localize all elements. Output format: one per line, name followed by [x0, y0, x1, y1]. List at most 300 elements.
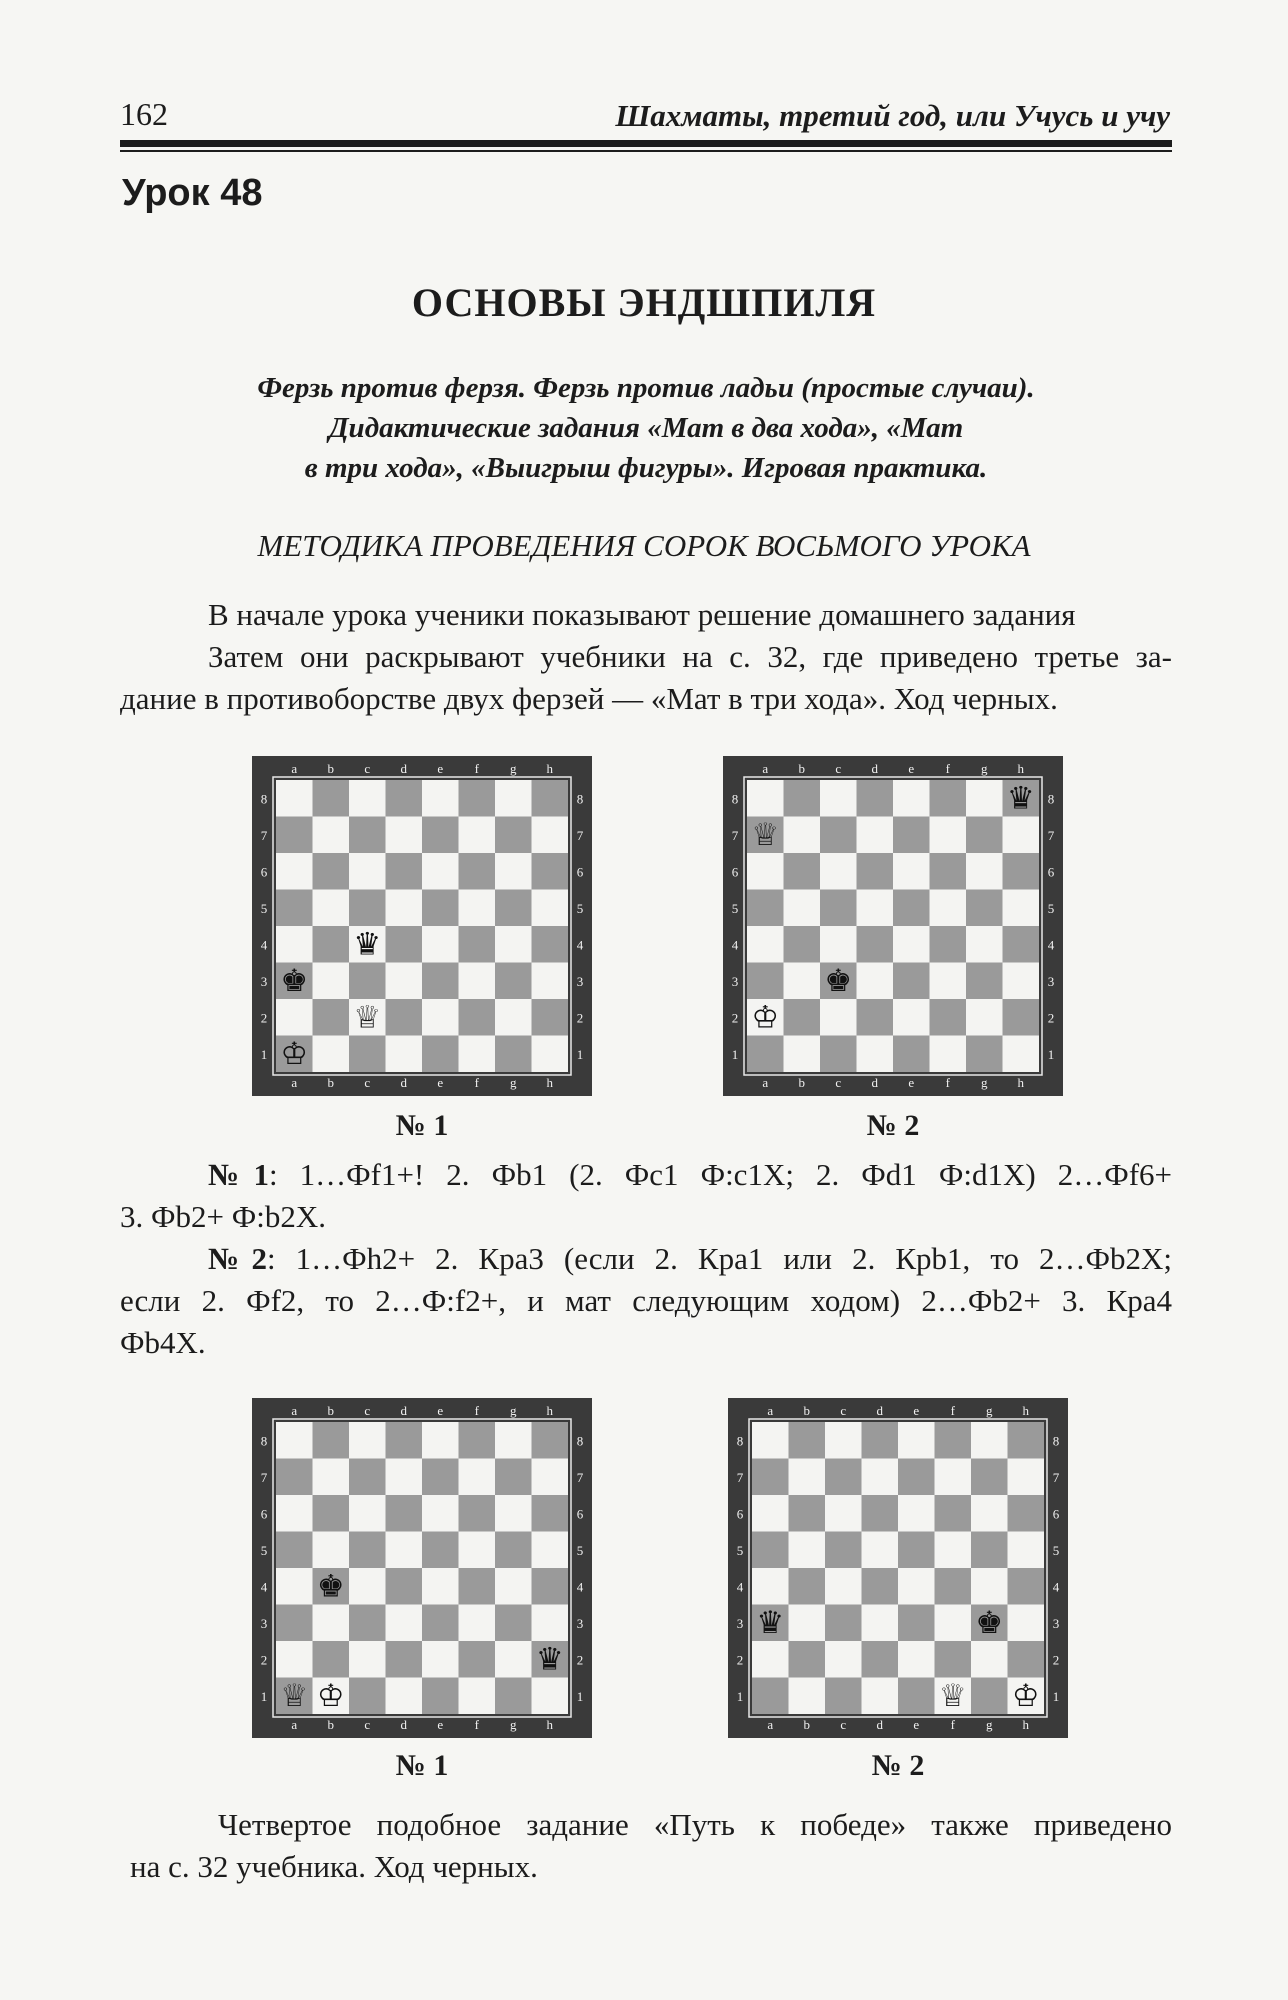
rank-label: 2	[736, 1652, 744, 1668]
board-square	[313, 780, 350, 817]
rank-label: 4	[576, 1579, 584, 1595]
board-square	[276, 817, 313, 854]
file-label: a	[291, 761, 298, 776]
board-square	[459, 1532, 496, 1569]
board-square	[752, 1422, 789, 1459]
rank-label: 5	[576, 900, 584, 916]
file-label: g	[981, 761, 988, 776]
chapter-title: ОСНОВЫ ЭНДШПИЛЯ	[411, 280, 877, 325]
board-square	[495, 1495, 532, 1532]
black-king-icon: ♚	[975, 1604, 1004, 1641]
board-square	[893, 963, 930, 1000]
board-square	[784, 853, 821, 890]
rank-label: 7	[1052, 1469, 1060, 1485]
board-square	[893, 817, 930, 854]
board-square	[495, 1568, 532, 1605]
text-line: на с. 32 учебника. Ход черных.	[130, 1849, 538, 1884]
board-square	[386, 853, 423, 890]
rank-label: 6	[1047, 864, 1055, 880]
black-queen-icon: ♛	[756, 1604, 785, 1641]
file-label: f	[950, 1717, 955, 1732]
board-square	[1008, 1495, 1045, 1532]
rank-label: 6	[576, 1506, 584, 1522]
board-square	[349, 1678, 386, 1715]
file-label: b	[327, 761, 334, 776]
board-square	[930, 817, 967, 854]
board-square	[825, 1678, 862, 1715]
rank-label: 1	[260, 1688, 268, 1704]
chessboard-svg	[252, 1398, 592, 1738]
board-square	[349, 1422, 386, 1459]
text-line: если 2. Фf2, то 2…Ф:f2+, и мат следующим ходом) 2…Фb2+ 3. Кра4	[120, 1283, 1172, 1318]
board-square	[532, 817, 569, 854]
board-square	[1003, 926, 1040, 963]
board-square	[747, 780, 784, 817]
board-square	[862, 1568, 899, 1605]
chessboard-svg	[728, 1398, 1068, 1738]
rank-label: 3	[576, 1615, 584, 1631]
board-square	[935, 1495, 972, 1532]
rank-label: 8	[260, 1433, 268, 1449]
solutions-text	[120, 1154, 1172, 1364]
board-square	[386, 1459, 423, 1496]
board-square	[495, 1641, 532, 1678]
board-square	[313, 1641, 350, 1678]
board-square	[495, 999, 532, 1036]
board-square	[532, 1459, 569, 1496]
board-square	[784, 817, 821, 854]
board-square	[784, 780, 821, 817]
rank-label: 5	[736, 1542, 744, 1558]
board-square	[789, 1422, 826, 1459]
board-square	[789, 1495, 826, 1532]
board-square	[422, 1605, 459, 1642]
board-square	[422, 926, 459, 963]
board-square	[349, 1568, 386, 1605]
board-square	[747, 1036, 784, 1073]
board-square	[971, 1568, 1008, 1605]
board-square	[495, 890, 532, 927]
rank-label: 3	[260, 973, 268, 989]
file-label: c	[364, 1403, 371, 1418]
board-square	[422, 1459, 459, 1496]
rank-label: 5	[260, 1542, 268, 1558]
board-square	[532, 780, 569, 817]
board-square	[313, 1532, 350, 1569]
file-label: b	[327, 1403, 334, 1418]
file-label: g	[510, 1717, 517, 1732]
rank-label: 7	[576, 827, 584, 843]
board-square	[459, 926, 496, 963]
rank-label: 8	[736, 1433, 744, 1449]
board-square	[820, 780, 857, 817]
board-square	[752, 1641, 789, 1678]
board-square	[276, 1459, 313, 1496]
file-label: e	[913, 1717, 920, 1732]
file-label: f	[474, 1075, 479, 1090]
text-line: 3. Фb2+ Ф:b2X.	[120, 1199, 326, 1234]
solution-text: : 1…Фh2+ 2. Кра3 (если 2. Кра1 или 2. Крb1, то 2…Фb2X;	[266, 1241, 1172, 1276]
board-square	[349, 853, 386, 890]
file-label: c	[364, 761, 371, 776]
board-square	[784, 926, 821, 963]
file-label: d	[400, 1075, 407, 1090]
board-square	[862, 1532, 899, 1569]
board-square	[820, 890, 857, 927]
board-square	[422, 780, 459, 817]
board-square	[893, 926, 930, 963]
chess-diagram-1	[252, 756, 592, 1096]
file-label: c	[835, 761, 842, 776]
board-square	[459, 1568, 496, 1605]
board-square	[459, 1422, 496, 1459]
rank-label: 6	[576, 864, 584, 880]
rank-label: 2	[576, 1010, 584, 1026]
file-label: f	[474, 1717, 479, 1732]
rank-label: 7	[260, 827, 268, 843]
text-line: Четвертое подобное задание «Путь к победе» также приведено	[218, 1807, 1172, 1842]
board-square	[495, 926, 532, 963]
board-square	[313, 999, 350, 1036]
board-square	[459, 780, 496, 817]
board-square	[898, 1495, 935, 1532]
file-label: e	[913, 1403, 920, 1418]
header-rule-thin	[120, 150, 1172, 152]
board-square	[752, 1678, 789, 1715]
file-label: f	[945, 1075, 950, 1090]
board-square	[857, 926, 894, 963]
file-label: a	[767, 1717, 774, 1732]
board-square	[930, 853, 967, 890]
file-label: f	[945, 761, 950, 776]
board-square	[893, 890, 930, 927]
board-square	[898, 1605, 935, 1642]
rank-label: 5	[1047, 900, 1055, 916]
board-square	[966, 853, 1003, 890]
file-label: h	[546, 1717, 553, 1732]
board-square	[898, 1568, 935, 1605]
file-label: d	[871, 1075, 878, 1090]
board-square	[422, 1036, 459, 1073]
rank-label: 3	[1047, 973, 1055, 989]
black-queen-icon: ♛	[535, 1641, 564, 1678]
board-square	[276, 1641, 313, 1678]
closing-paragraph	[120, 1804, 1172, 1888]
board-square	[276, 1495, 313, 1532]
rank-label: 2	[731, 1010, 739, 1026]
board-square	[784, 1036, 821, 1073]
file-label: c	[364, 1075, 371, 1090]
board-square	[820, 853, 857, 890]
board-square	[752, 1568, 789, 1605]
board-square	[313, 1422, 350, 1459]
chess-diagram-3	[252, 1398, 592, 1738]
board-square	[495, 1422, 532, 1459]
rank-label: 6	[260, 1506, 268, 1522]
rank-label: 4	[576, 937, 584, 953]
board-square	[893, 999, 930, 1036]
board-square	[386, 999, 423, 1036]
rank-label: 1	[736, 1688, 744, 1704]
board-square	[386, 1568, 423, 1605]
file-label: b	[327, 1717, 334, 1732]
rank-label: 5	[576, 1542, 584, 1558]
board-square	[935, 1532, 972, 1569]
board-square	[532, 1605, 569, 1642]
board-square	[857, 999, 894, 1036]
board-square	[930, 926, 967, 963]
board-square	[747, 853, 784, 890]
file-label: c	[840, 1403, 847, 1418]
rank-label: 4	[736, 1579, 744, 1595]
board-square	[857, 853, 894, 890]
file-label: g	[986, 1403, 993, 1418]
file-label: a	[291, 1717, 298, 1732]
board-square	[747, 926, 784, 963]
board-square	[532, 1678, 569, 1715]
black-king-icon: ♚	[280, 962, 309, 999]
subtitle-line: Дидактические задания «Мат в два хода», «Мат	[328, 412, 964, 444]
board-square	[971, 1678, 1008, 1715]
black-king-icon: ♚	[316, 1568, 345, 1605]
board-square	[862, 1641, 899, 1678]
file-label: f	[474, 1403, 479, 1418]
board-square	[820, 999, 857, 1036]
chessboard-svg	[252, 756, 592, 1096]
subtitle-line: Ферзь против ферзя. Ферзь против ладьи (простые случаи).	[257, 372, 1035, 404]
rank-label: 1	[1052, 1688, 1060, 1704]
board-square	[459, 890, 496, 927]
board-square	[459, 1605, 496, 1642]
file-label: e	[437, 1717, 444, 1732]
board-square	[313, 1459, 350, 1496]
board-square	[349, 1495, 386, 1532]
file-label: e	[437, 1075, 444, 1090]
rank-label: 2	[1047, 1010, 1055, 1026]
board-square	[276, 1568, 313, 1605]
board-square	[495, 817, 532, 854]
board-square	[935, 1605, 972, 1642]
board-square	[276, 1422, 313, 1459]
board-square	[495, 1459, 532, 1496]
board-square	[349, 1036, 386, 1073]
board-square	[789, 1605, 826, 1642]
file-label: b	[803, 1717, 810, 1732]
rank-label: 7	[576, 1469, 584, 1485]
board-square	[313, 1605, 350, 1642]
board-square	[784, 999, 821, 1036]
file-label: d	[400, 761, 407, 776]
board-square	[459, 1459, 496, 1496]
board-square	[789, 1678, 826, 1715]
rank-label: 8	[576, 1433, 584, 1449]
rank-label: 7	[731, 827, 739, 843]
solution-1-line	[120, 1154, 1172, 1196]
file-label: a	[762, 761, 769, 776]
rank-label: 4	[260, 937, 268, 953]
black-queen-icon: ♛	[1006, 780, 1035, 817]
running-title: Шахматы, третий год, или Учусь и учу	[615, 98, 1170, 133]
board-square	[971, 1495, 1008, 1532]
white-king-icon: ♔	[751, 999, 780, 1036]
board-square	[386, 1605, 423, 1642]
board-square	[1008, 1641, 1045, 1678]
board-square	[898, 1459, 935, 1496]
board-square	[386, 890, 423, 927]
board-square	[459, 963, 496, 1000]
white-king-icon: ♔	[280, 1035, 309, 1072]
board-square	[930, 999, 967, 1036]
board-square	[495, 1605, 532, 1642]
file-label: h	[1022, 1717, 1029, 1732]
board-square	[898, 1532, 935, 1569]
rank-label: 6	[731, 864, 739, 880]
board-square	[459, 1641, 496, 1678]
file-label: h	[546, 761, 553, 776]
board-square	[276, 890, 313, 927]
board-square	[971, 1532, 1008, 1569]
board-square	[825, 1641, 862, 1678]
board-square	[857, 963, 894, 1000]
file-label: a	[291, 1403, 298, 1418]
board-square	[422, 817, 459, 854]
white-king-icon: ♔	[1011, 1677, 1040, 1714]
board-square	[532, 999, 569, 1036]
board-square	[532, 853, 569, 890]
rank-label: 6	[260, 864, 268, 880]
board-square	[276, 1605, 313, 1642]
board-square	[752, 1495, 789, 1532]
file-label: e	[437, 1403, 444, 1418]
board-square	[752, 1532, 789, 1569]
board-square	[422, 1532, 459, 1569]
solution-text: : 1…Фf1+! 2. Фb1 (2. Фc1 Ф:c1X; 2. Фd1 Ф:d1X) 2…Фf6+	[268, 1157, 1173, 1192]
board-square	[459, 853, 496, 890]
rank-label: 4	[1052, 1579, 1060, 1595]
board-square	[532, 926, 569, 963]
board-square	[349, 1605, 386, 1642]
board-square	[820, 926, 857, 963]
rank-label: 1	[576, 1688, 584, 1704]
board-square	[825, 1495, 862, 1532]
board-square	[459, 817, 496, 854]
text-line: В начале урока ученики показывают решение домашнего задания	[208, 597, 1076, 632]
board-square	[386, 1641, 423, 1678]
board-square	[789, 1532, 826, 1569]
board-square	[313, 853, 350, 890]
solution-label: №2	[208, 1241, 267, 1276]
board-square	[422, 1641, 459, 1678]
file-label: g	[510, 1403, 517, 1418]
rank-label: 8	[1052, 1433, 1060, 1449]
board-square	[276, 853, 313, 890]
board-square	[459, 999, 496, 1036]
board-square	[935, 1459, 972, 1496]
board-square	[532, 1495, 569, 1532]
white-queen-icon: ♕	[353, 999, 382, 1036]
board-square	[857, 890, 894, 927]
rank-label: 3	[736, 1615, 744, 1631]
header-rule	[120, 140, 1172, 147]
board-square	[459, 1678, 496, 1715]
board-square	[789, 1459, 826, 1496]
board-square	[1008, 1568, 1045, 1605]
file-label: e	[908, 761, 915, 776]
rank-label: 5	[260, 900, 268, 916]
file-label: e	[437, 761, 444, 776]
board-square	[276, 780, 313, 817]
page-number: 162	[120, 96, 168, 132]
board-square	[1003, 890, 1040, 927]
lesson-subtitle	[120, 368, 1172, 488]
rank-label: 3	[576, 973, 584, 989]
board-square	[349, 780, 386, 817]
board-square	[313, 963, 350, 1000]
file-label: b	[798, 761, 805, 776]
board-square	[349, 1459, 386, 1496]
board-square	[862, 1459, 899, 1496]
board-square	[386, 817, 423, 854]
file-label: g	[986, 1717, 993, 1732]
rank-label: 1	[576, 1046, 584, 1062]
rank-label: 4	[731, 937, 739, 953]
board-square	[349, 1532, 386, 1569]
board-square	[422, 999, 459, 1036]
board-square	[386, 1422, 423, 1459]
rank-label: 2	[576, 1652, 584, 1668]
file-label: f	[474, 761, 479, 776]
file-label: b	[798, 1075, 805, 1090]
board-square	[966, 817, 1003, 854]
board-square	[1008, 1532, 1045, 1569]
board-square	[495, 963, 532, 1000]
board-square	[971, 1641, 1008, 1678]
board-square	[862, 1495, 899, 1532]
rank-label: 1	[1047, 1046, 1055, 1062]
board-square	[898, 1678, 935, 1715]
board-square	[862, 1678, 899, 1715]
board-square	[930, 963, 967, 1000]
diagram-caption: № 2	[866, 1109, 920, 1142]
board-square	[820, 1036, 857, 1073]
board-square	[966, 890, 1003, 927]
board-square	[747, 890, 784, 927]
rank-label: 6	[736, 1506, 744, 1522]
board-square	[752, 1459, 789, 1496]
board-square	[935, 1422, 972, 1459]
rank-label: 7	[736, 1469, 744, 1485]
board-square	[349, 963, 386, 1000]
board-square	[857, 1036, 894, 1073]
board-square	[386, 1495, 423, 1532]
board-square	[422, 963, 459, 1000]
board-square	[825, 1422, 862, 1459]
board-square	[966, 999, 1003, 1036]
rank-label: 1	[260, 1046, 268, 1062]
solution-label: №1	[208, 1157, 269, 1192]
diagram-caption: № 1	[395, 1109, 449, 1142]
board-square	[825, 1605, 862, 1642]
board-square	[422, 890, 459, 927]
file-label: h	[1017, 1075, 1024, 1090]
board-square	[422, 1495, 459, 1532]
file-label: d	[400, 1717, 407, 1732]
board-square	[495, 1036, 532, 1073]
board-square	[930, 1036, 967, 1073]
file-label: d	[876, 1403, 883, 1418]
board-square	[532, 1532, 569, 1569]
lesson-label: Урок 48	[122, 172, 263, 214]
